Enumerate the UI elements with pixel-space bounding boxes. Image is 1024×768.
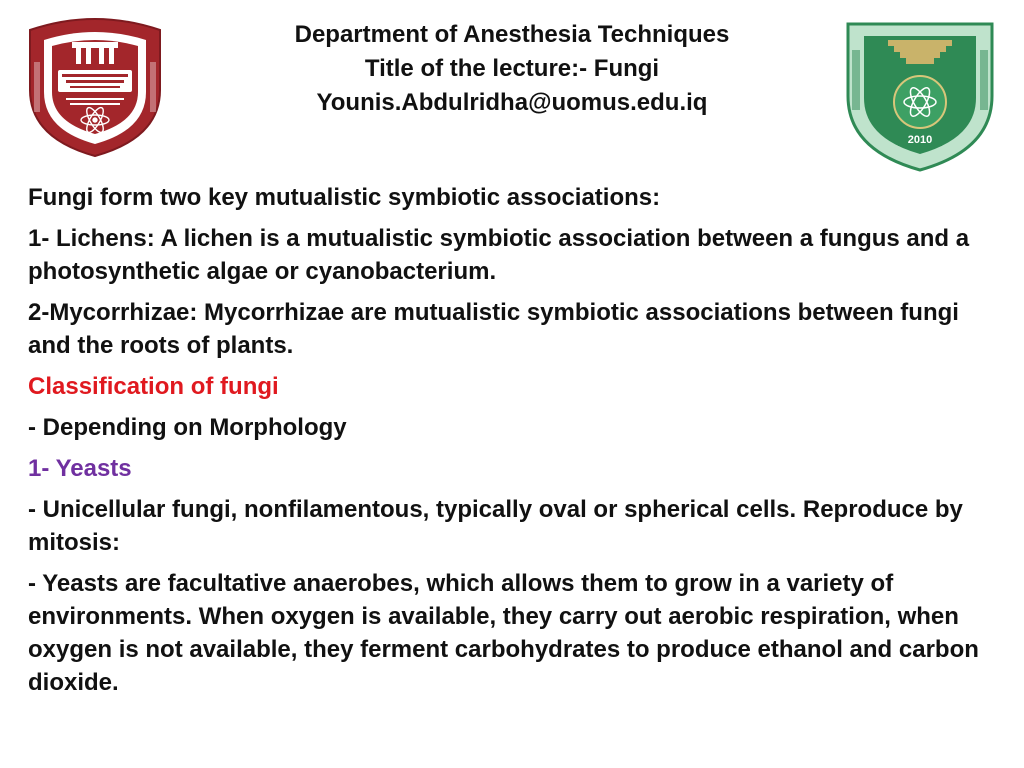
morphology-line: - Depending on Morphology (28, 414, 347, 441)
yeasts-facultative-paragraph: - Yeasts are facultative anaerobes, which allows them to grow in a variety of environments. When oxygen is available, they carry out aerobic respiration, when oxygen is not available, they ferment carbohydrates to produce ethanol and carbon dioxide. (28, 570, 979, 696)
mycorrhizae-paragraph: 2-Mycorrhizae: Mycorrhizae are mutualistic symbiotic associations between fungi and the roots of plants. (28, 299, 959, 359)
university-year: 2010 (907, 134, 933, 146)
slide-body (28, 181, 996, 707)
university-logo (838, 10, 1002, 174)
lichens-paragraph: 1- Lichens: A lichen is a mutualistic symbiotic association between a fungus and a photosynthetic algae or cyanobacterium. (28, 225, 970, 285)
university-seal-icon (838, 10, 1002, 174)
lecture-title: Title of the lecture:- Fungi (364, 55, 660, 82)
classification-heading: Classification of fungi (28, 373, 279, 400)
department-title: Department of Anesthesia Techniques (294, 21, 730, 48)
yeasts-description: - Unicellular fungi, nonfilamentous, typically oval or spherical cells. Reproduce by mitosis: (28, 496, 963, 556)
intro-paragraph: Fungi form two key mutualistic symbiotic associations: (28, 184, 661, 211)
yeasts-heading: 1- Yeasts (28, 455, 132, 482)
author-email: Younis.Abdulridha@uomus.edu.iq (316, 89, 708, 116)
